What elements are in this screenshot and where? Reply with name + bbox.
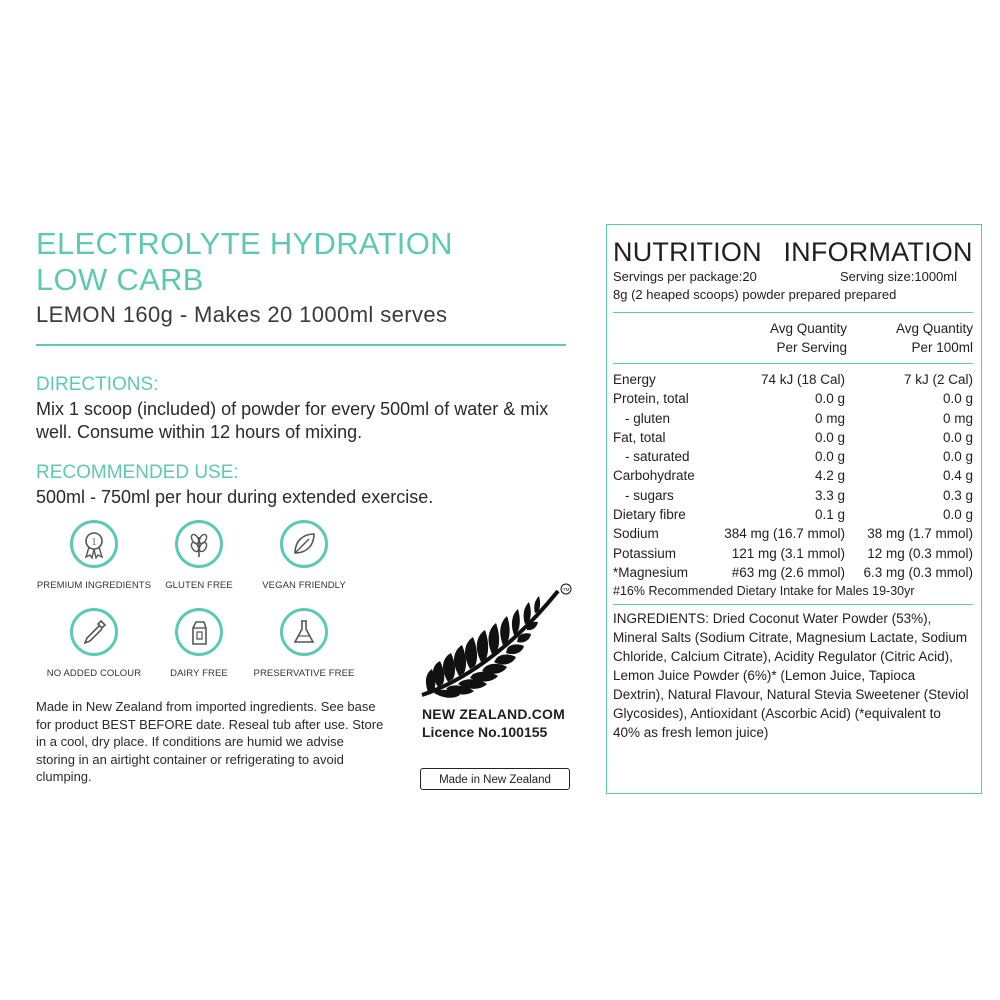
flask-icon [289,617,319,647]
product-title-line1: ELECTROLYTE HYDRATION [36,226,453,261]
table-row [613,563,973,582]
panel-divider [613,604,973,605]
column-headers [613,319,973,357]
servings-row [613,268,973,286]
servings-per-package: Servings per package:20 [613,269,757,284]
table-row [613,389,973,408]
serving-size: Serving size:1000ml [839,269,957,284]
nutrient-name: *Magnesium [613,564,689,580]
nutrient-name: Fat, total [613,429,666,445]
nutrient-name: Dietary fibre [613,507,686,523]
nutrient-name: - gluten [625,410,671,426]
nutrient-name: Energy [613,372,656,387]
product-title-line2: LOW CARB [36,262,204,297]
col-100ml-subheading: Per 100ml [911,340,973,355]
feature-preservative-free [244,608,364,679]
table-row [613,486,973,505]
per-serving-value: 74 kJ (18 Cal) [760,372,845,387]
panel-divider [613,363,973,364]
table-row [613,447,973,466]
feature-label: VEGAN FRIENDLY [262,580,346,591]
nutrition-panel [606,224,982,794]
product-info [36,226,584,509]
per-100ml-value: 0.0 g [942,507,973,523]
recommended-heading: RECOMMENDED USE: [36,462,239,483]
svg-text:1: 1 [91,537,97,548]
per-100ml-value: 0.0 g [942,391,973,407]
per-serving-value: 0.1 g [814,507,845,523]
table-row [613,544,973,563]
leaf-icon [289,529,319,559]
feature-label: DAIRY FREE [170,668,228,679]
per-serving-value: 0.0 g [814,429,845,445]
per-serving-value: 0 mg [814,410,845,426]
prepared-row [613,286,973,304]
table-row [613,409,973,428]
per-serving-value: 3.3 g [814,487,845,503]
per-serving-value: 4.2 g [814,468,845,484]
wheat-icon [184,529,214,559]
directions-heading: DIRECTIONS: [36,374,159,395]
svg-text:TM: TM [562,587,570,592]
feature-label: NO ADDED COLOUR [46,668,142,679]
nutrient-name: Potassium [613,545,677,561]
nutrition-title: NUTRITION INFORMATION [613,237,973,267]
feature-no-added-colour [34,608,154,679]
product-weight-serves: 160g - Makes 20 1000ml serves [122,302,448,327]
col-serving-subheading: Per Serving [776,340,847,355]
nutrient-name: Protein, total [613,391,689,407]
ingredients-list: INGREDIENTS: Dried Coconut Water Powder (53%), Mineral Salts (Sodium Citrate, Magnesium Lactate, Sodium Chloride, Calcium Citrate), Acidity Regulator (Citric Acid), Lemon Juice Powder (6%)* (Lemon Juice, Tapioca Dextrin), Natural Flavour, Natural Stevia Sweetener (Steviol Glycosides), Antioxidant (Ascorbic Acid) (*equivalent to 40% as fresh lemon juice) [613,611,969,741]
feature-gluten-free [139,520,259,591]
feature-vegan-friendly [244,520,364,591]
dropper-icon [79,617,109,647]
col-100ml-heading: Avg Quantity [895,321,973,336]
col-serving-heading: Avg Quantity [769,321,847,336]
per-100ml-value: 0.3 g [942,487,973,503]
per-serving-value: 384 mg (16.7 mmol) [724,526,845,542]
feature-label: PRESERVATIVE FREE [253,668,355,679]
new-zealand-fern-logo [418,583,578,740]
table-row [613,428,973,447]
per-100ml-value: 0.0 g [942,449,973,465]
nutrient-name: - saturated [625,449,690,465]
product-flavour: LEMON [36,302,117,327]
divider [36,344,566,346]
nutrient-name: Sodium [613,526,659,542]
per-100ml-value: 0 mg [942,410,973,426]
fern-icon [418,583,568,703]
per-serving-value: 0.0 g [814,449,845,465]
product-subtitle [36,302,584,328]
logo-licence: Licence No.100155 [422,724,548,740]
made-in-nz-badge: Made in New Zealand [420,768,570,790]
per-100ml-value: 7 kJ (2 Cal) [903,372,973,387]
storage-instructions: Made in New Zealand from imported ingredients. See base for product BEST BEFORE date. Reseal tub after use. Store in a cool, dry place. If conditions are humid we advise storing in an airtight container or refrigerating to avoid clumping. [36,699,384,784]
table-row [613,505,973,524]
nutrient-name: Carbohydrate [613,468,695,484]
per-100ml-value: 0.4 g [942,468,973,484]
recommended-text: 500ml - 750ml per hour during extended exercise. [36,487,434,507]
feature-premium-ingredients [34,520,154,591]
award-ribbon-icon [79,529,109,559]
trademark-icon [560,583,572,595]
table-row [613,524,973,543]
per-100ml-value: 12 mg (0.3 mmol) [867,545,973,561]
per-100ml-value: 0.0 g [942,429,973,445]
rdi-footnote: #16% Recommended Dietary Intake for Males 19-30yr [613,584,915,599]
per-serving-value: 0.0 g [814,391,845,407]
prepared-text: 8g (2 heaped scoops) powder prepared prepared [613,287,897,302]
table-row [613,370,973,389]
milk-carton-icon [184,617,214,647]
table-row [613,466,973,485]
per-100ml-value: 38 mg (1.7 mmol) [867,526,973,542]
per-serving-value: #63 mg (2.6 mmol) [731,564,845,580]
directions-text: Mix 1 scoop (included) of powder for every 500ml of water & mix well. Consume within 12 hours of mixing. [36,399,549,442]
feature-label: GLUTEN FREE [165,580,233,591]
nutrient-name: - sugars [625,487,674,503]
panel-divider [613,312,973,313]
nutrition-table [613,370,973,582]
per-serving-value: 121 mg (3.1 mmol) [731,545,845,561]
per-100ml-value: 6.3 mg (0.3 mmol) [863,564,973,580]
logo-text-nz: NEW ZEALAND.COM [422,706,565,722]
feature-dairy-free [139,608,259,679]
feature-label: PREMIUM INGREDIENTS [36,580,152,591]
